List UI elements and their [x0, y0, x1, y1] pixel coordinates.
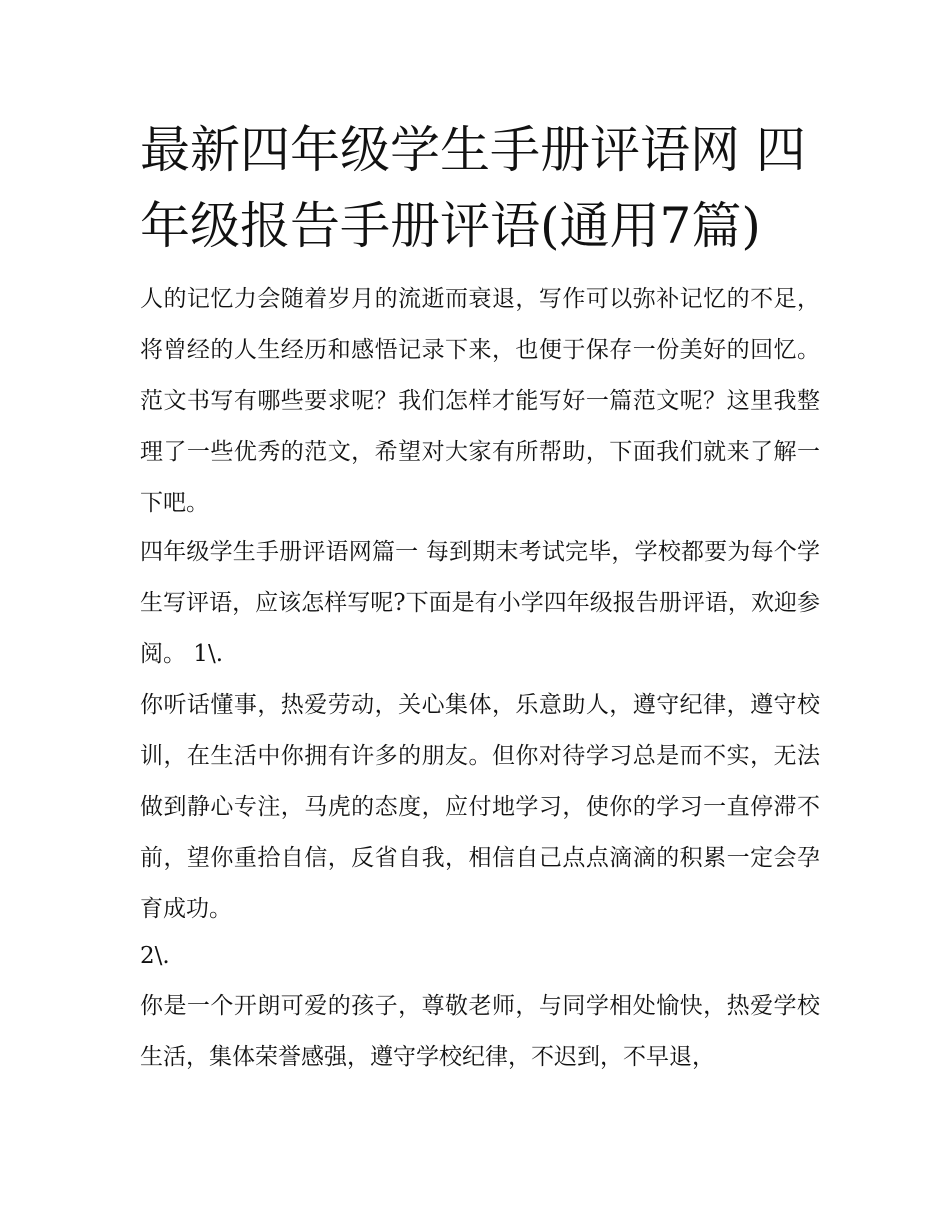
section-one-paragraph: 四年级学生手册评语网篇一 每到期末考试完毕，学校都要为每个学生写评语，应该怎样写呢?下面是有小学四年级报告册评语，欢迎参阅。 1\.	[140, 539, 820, 667]
comment-one-paragraph: 你听话懂事，热爱劳动，关心集体，乐意助人，遵守纪律，遵守校训，在生活中你拥有许多的朋友。但你对待学习总是而不实，无法做到静心专注，马虎的态度，应付地学习，使你的学习一直停滞不前，望你重拾自信，反省自我，相信自己点点滴滴的积累一定会孕育成功。	[140, 692, 820, 922]
intro-paragraph: 人的记忆力会随着岁月的流逝而衰退，写作可以弥补记忆的不足，将曾经的人生经历和感悟记录下来，也便于保存一份美好的回忆。范文书写有哪些要求呢？我们怎样才能写好一篇范文呢？这里我整理了一些优秀的范文，希望对大家有所帮助，下面我们就来了解一下吧。	[140, 286, 820, 516]
document-title: 最新四年级学生手册评语网 四年级报告手册评语(通用7篇)	[140, 121, 806, 255]
comment-two-number: 2\.	[140, 943, 170, 969]
comment-two-paragraph: 你是一个开朗可爱的孩子，尊敬老师，与同学相处愉快，热爱学校生活，集体荣誉感强，遵守学校纪律，不迟到，不早退，	[140, 993, 820, 1070]
